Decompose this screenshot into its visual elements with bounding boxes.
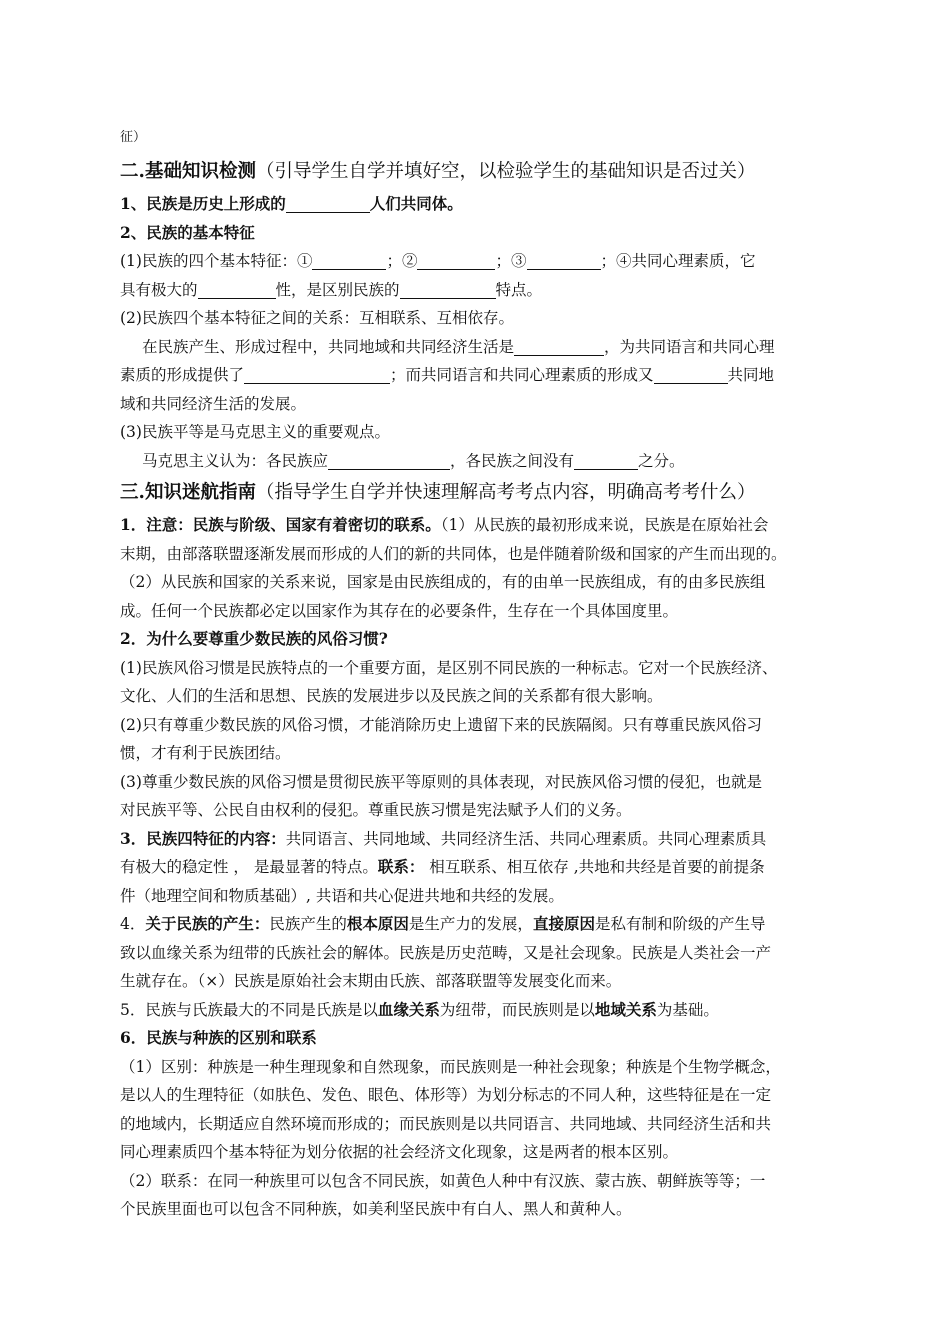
section-2-title: 二.基础知识检测 — [120, 161, 256, 182]
paragraph-line: (2)民族四个基本特征之间的关系：互相联系、互相依存。 — [120, 309, 514, 327]
fill-blank[interactable] — [417, 252, 495, 270]
paragraph-line: 末期，由部落联盟逐渐发展而形成的人们的新的共同体，也是伴随着阶级和国家的产生而出现的。 — [120, 544, 787, 563]
paragraph-line: (3)尊重少数民族的风俗习惯是贯彻民族平等原则的具体表现，对民族风俗习惯的侵犯，也就是 — [120, 772, 762, 791]
question-1: 1、民族是历史上形成的 人们共同体。 — [120, 194, 463, 213]
paragraph-line: （2）从民族和国家的关系来说，国家是由民族组成的，有的由单一民族组成，有的由多民族组 — [120, 573, 766, 591]
paragraph-line: 同心理素质四个基本特征为划分依据的社会经济文化现象，这是两者的根本区别。 — [120, 1143, 679, 1161]
section-3-heading — [120, 475, 832, 511]
paragraph-line: 马克思主义认为：各民族应 ，各民族之间没有 之分。 — [142, 451, 685, 470]
paragraph-line: 有极大的稳定性 ， 是最显著的特点。联系： 相互联系、相互依存 ,共地和共经是首要的前提条 — [120, 857, 765, 876]
paragraph-line: 的地域内，长期适应自然环境而形成的；而民族则是以共同语言、共同地域、共同经济生活和共 — [120, 1114, 772, 1133]
paragraph-line: (1)民族的四个基本特征：① ；② ；③ ；④共同心理素质，它 — [120, 252, 756, 270]
paragraph-line: 惯，才有利于民族团结。 — [120, 744, 291, 762]
fill-blank[interactable] — [286, 195, 370, 213]
paragraph-line: （1）区别：种族是一种生理现象和自然现象，而民族则是一种社会现象；种族是个生物学概念， — [120, 1057, 781, 1076]
fill-blank[interactable] — [198, 281, 276, 299]
paragraph-line: 生就存在。（×）民族是原始社会末期由氏族、部落联盟等发展变化而来。 — [120, 972, 622, 990]
fill-blank[interactable] — [514, 338, 604, 356]
section-2-note: （引导学生自学并填好空，以检验学生的基础知识是否过关） — [255, 161, 756, 182]
paragraph-line: 对民族平等、公民自由权利的侵犯。尊重民族习惯是宪法赋予人们的义务。 — [120, 801, 632, 819]
paragraph-line: 成。任何一个民族都必定以国家作为其存在的必要条件，生存在一个具体国度里。 — [120, 601, 679, 620]
section-2-heading — [120, 154, 832, 190]
paragraph-line: 5．民族与氏族最大的不同是氏族是以血缘关系为纽带，而民族则是以地域关系为基础。 — [120, 999, 719, 1019]
paragraph-line: 在民族产生、形成过程中，共同地域和共同经济生活是 ，为共同语言和共同心理 — [142, 337, 775, 356]
fill-blank[interactable] — [244, 366, 390, 384]
fill-blank[interactable] — [400, 281, 496, 299]
fill-blank[interactable] — [312, 252, 386, 270]
subsection-title: 2．为什么要尊重少数民族的风俗习惯? — [120, 629, 388, 648]
paragraph-line: 1．注意：民族与阶级、国家有着密切的联系。（1）从民族的最初形成来说，民族是在原始社会 — [120, 515, 769, 534]
question-2-title: 2、民族的基本特征 — [120, 222, 255, 242]
fill-blank[interactable] — [574, 452, 638, 470]
section-3-note: （指导学生自学并快速理解高考考点内容，明确高考考什么） — [255, 482, 756, 503]
paragraph-line: 具有极大的 性，是区别民族的 特点。 — [120, 280, 543, 299]
paragraph-line: 文化、人们的生活和思想、民族的发展进步以及民族之间的关系都有很大影响。 — [120, 687, 663, 705]
subsection-title: 6．民族与种族的区别和联系 — [120, 1028, 317, 1047]
paragraph-line: 素质的形成提供了 ；而共同语言和共同心理素质的形成又 共同地 — [120, 366, 775, 384]
paragraph-line: (1)民族风俗习惯是民族特点的一个重要方面，是区别不同民族的一种标志。它对一个民族经济、 — [120, 658, 778, 677]
paragraph-line: 4．关于民族的产生：民族产生的根本原因是生产力的发展，直接原因是私有制和阶级的产生导 — [120, 914, 766, 933]
paragraph-line: 域和共同经济生活的发展。 — [120, 394, 307, 413]
fill-blank[interactable] — [527, 252, 601, 270]
paragraph-line: 件（地理空间和物质基础）, 共语和共心促进共地和共经的发展。 — [120, 886, 564, 905]
paragraph-line: (3)民族平等是马克思主义的重要观点。 — [120, 423, 390, 441]
section-3-title: 三.知识迷航指南 — [120, 482, 256, 503]
document-body — [120, 126, 832, 1224]
paragraph-line: （2）联系：在同一种族里可以包含不同民族，如黄色人种中有汉族、蒙古族、朝鲜族等等；一 — [120, 1171, 766, 1190]
paragraph-line: 3．民族四特征的内容：共同语言、共同地域、共同经济生活、共同心理素质。共同心理素质具 — [120, 828, 767, 848]
fill-blank[interactable] — [328, 452, 450, 470]
paragraph-line: 是以人的生理特征（如肤色、发色、眼色、体形等）为划分标志的不同人种，这些特征是在一定 — [120, 1086, 772, 1104]
paragraph-line: 个民族里面也可以包含不同种族，如美利坚民族中有白人、黑人和黄种人。 — [120, 1200, 632, 1218]
continued-text: 征） — [120, 130, 147, 145]
paragraph-line: (2)只有尊重少数民族的风俗习惯，才能消除历史上遗留下来的民族隔阂。只有尊重民族风俗习 — [120, 715, 762, 734]
paragraph-line: 致以血缘关系为纽带的氏族社会的解体。民族是历史范畴，又是社会现象。民族是人类社会一产 — [120, 943, 772, 962]
fill-blank[interactable] — [654, 366, 728, 384]
